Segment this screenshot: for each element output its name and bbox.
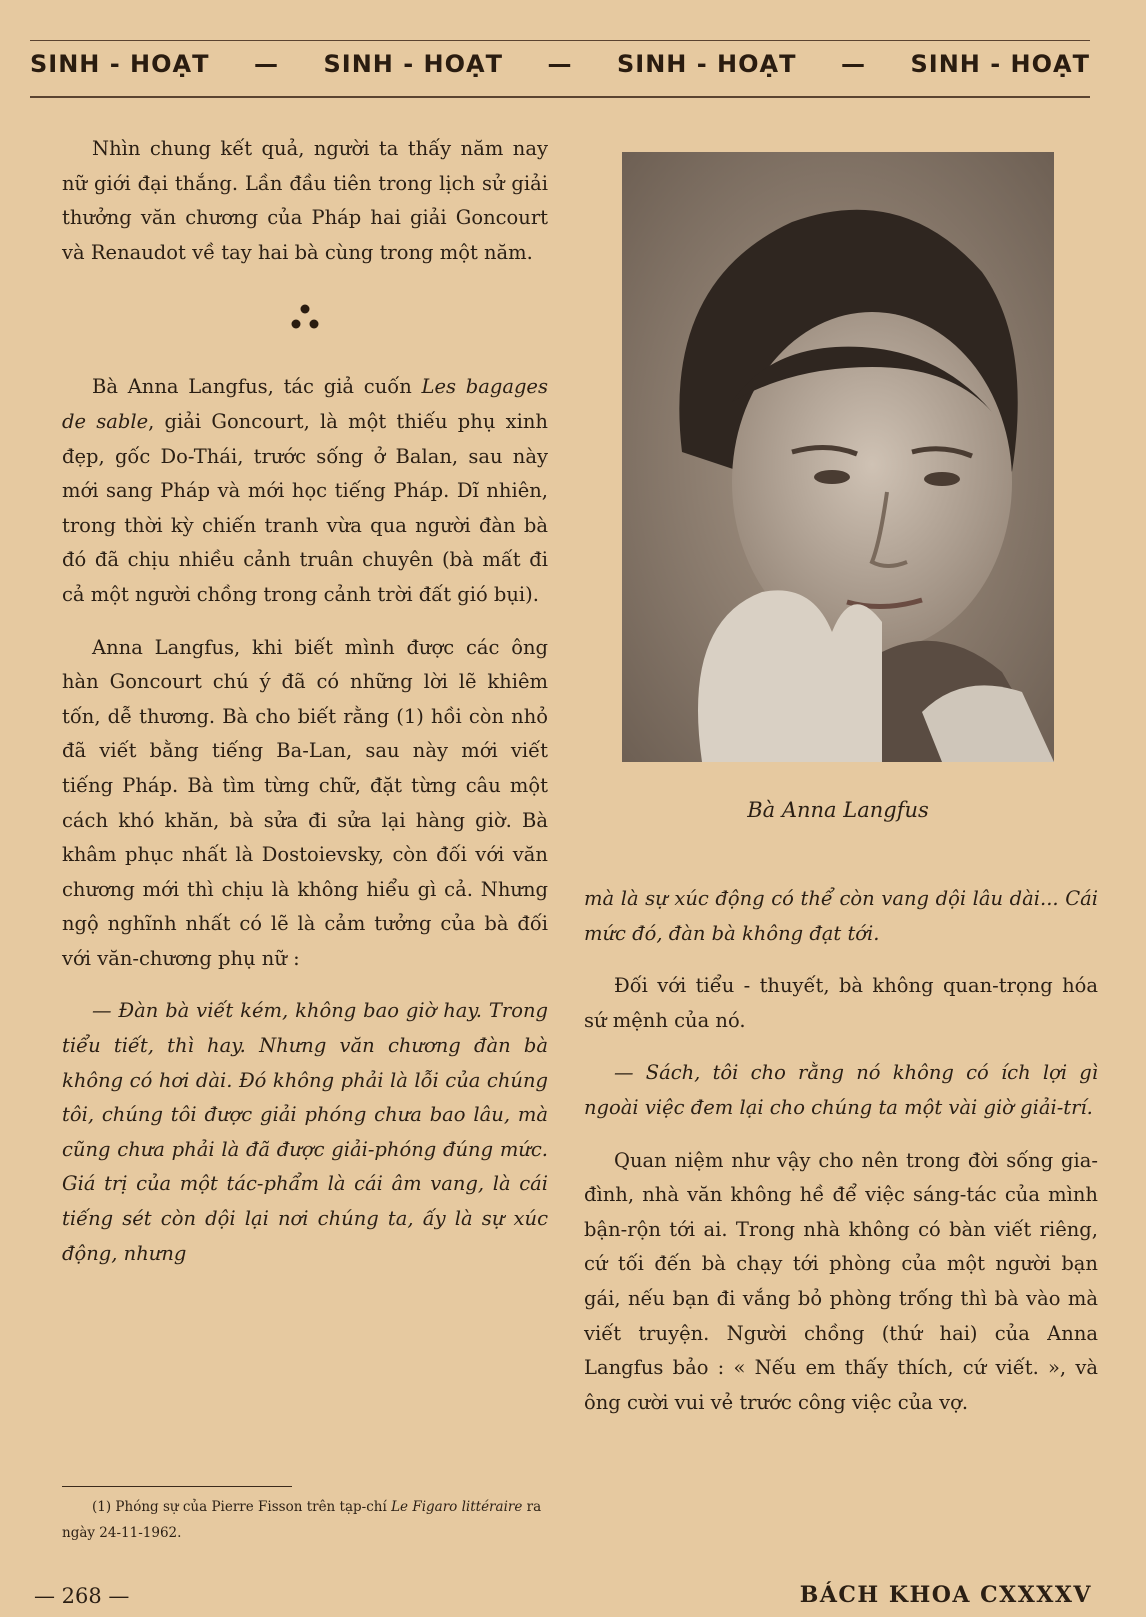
running-head — [30, 50, 1090, 78]
footnote-publication: Le Figaro littéraire — [391, 1499, 523, 1515]
running-head-item: SINH - HOẠT — [30, 50, 210, 78]
page-number: — 268 — — [34, 1584, 130, 1608]
quote-paragraph: — Đàn bà viết kém, không bao giờ hay. Trong tiểu tiết, thì hay. Nhưng văn chương đàn bà không có hơi dài. Đó không phải là lỗi của chúng tôi, chúng tôi được giải phóng chưa bao lâu, mà cũng chưa phải là đã được giải-phóng đúng mức. Giá trị của một tác-phẩm là cái âm vang, là cái tiếng sét còn dội lại nơi chúng ta, ấy là sự xúc động, nhưng — [62, 999, 548, 1265]
running-head-dash: — — [547, 50, 573, 78]
running-head-item: SINH - HOẠT — [910, 50, 1090, 78]
intro-paragraph: Nhìn chung kết quả, người ta thấy năm nay nữ giới đại thắng. Lần đầu tiên trong lịch sử giải thưởng văn chương của Pháp hai giải Goncourt và Renaudot về tay hai bà cùng trong một năm. — [62, 137, 548, 264]
portrait-image — [622, 152, 1054, 762]
bio-text-start: Bà Anna Langfus, tác giả cuốn — [92, 375, 422, 399]
photo-caption: Bà Anna Langfus — [747, 798, 929, 822]
header-top-rule — [30, 40, 1090, 41]
book-title: Les bagages de sable — [62, 375, 548, 433]
second-quote-paragraph: — Sách, tôi cho rằng nó không có ích lợi gì ngoài việc đem lại cho chúng ta một vài giờ giải-trí. — [584, 1061, 1098, 1119]
section-separator — [62, 270, 548, 370]
footnote — [62, 1494, 548, 1546]
right-column — [584, 882, 1098, 1420]
left-column — [62, 132, 548, 1271]
footnote-rule — [62, 1486, 292, 1487]
portrait-photo — [622, 152, 1054, 762]
running-head-item: SINH - HOẠT — [323, 50, 503, 78]
running-head-dash: — — [254, 50, 279, 78]
three-dots-ornament-icon — [275, 300, 335, 340]
running-head-dash: — — [841, 50, 866, 78]
bio-text-end: , giải Goncourt, là một thiếu phụ xinh đẹp, gốc Do-Thái, trước sống ở Balan, sau này mới sang Pháp và mới học tiếng Pháp. Dĩ nhiên, trong thời kỳ chiến tranh vừa qua người đàn bà đó đã chịu nhiều cảnh truân chuyên (bà mất đi cả một người chồng trong cảnh trời đất gió bụi). — [62, 409, 548, 606]
footnote-text-start: (1) Phóng sự của Pierre Fisson trên tạp-chí — [92, 1499, 392, 1515]
quote-continuation: mà là sự xúc động có thể còn vang dội lâu dài... Cái mức đó, đàn bà không đạt tới. — [584, 887, 1098, 945]
reaction-paragraph: Anna Langfus, khi biết mình được các ông hàn Goncourt chú ý đã có những lời lẽ khiêm tốn, dễ thương. Bà cho biết rằng (1) hồi còn nhỏ đã viết bằng tiếng Ba-Lan, sau này mới viết tiếng Pháp. Bà tìm từng chữ, đặt từng câu một cách khó khăn, bà sửa đi sửa lại hàng giờ. Bà khâm phục nhất là Dostoievsky, còn đối với văn chương mới thì chịu là không hiểu gì cả. Nhưng ngộ nghĩnh nhất có lẽ là cảm tưởng của bà đối với văn-chương phụ nữ : — [62, 635, 548, 970]
header-bottom-rule — [30, 96, 1090, 98]
journal-name: BÁCH KHOA CXXXXV — [799, 1582, 1092, 1608]
running-head-item: SINH - HOẠT — [617, 50, 797, 78]
footnote-text-end: ra ngày 24-11-1962. — [62, 1499, 542, 1541]
novel-view-paragraph: Đối với tiểu - thuyết, bà không quan-trọng hóa sứ mệnh của nó. — [584, 974, 1098, 1032]
bio-paragraph — [62, 370, 548, 612]
family-life-paragraph: Quan niệm như vậy cho nên trong đời sống gia-đình, nhà văn không hề để việc sáng-tác của mình bận-rộn tới ai. Trong nhà không có bàn viết riêng, cứ tối đến bà chạy tới phòng của một người bạn gái, nếu bạn đi vắng bỏ phòng trống thì bà vào mà viết truyện. Người chồng (thứ hai) của Anna Langfus bảo : « Nếu em thấy thích, cứ viết. », và ông cười vui vẻ trước công việc của vợ. — [584, 1148, 1098, 1414]
